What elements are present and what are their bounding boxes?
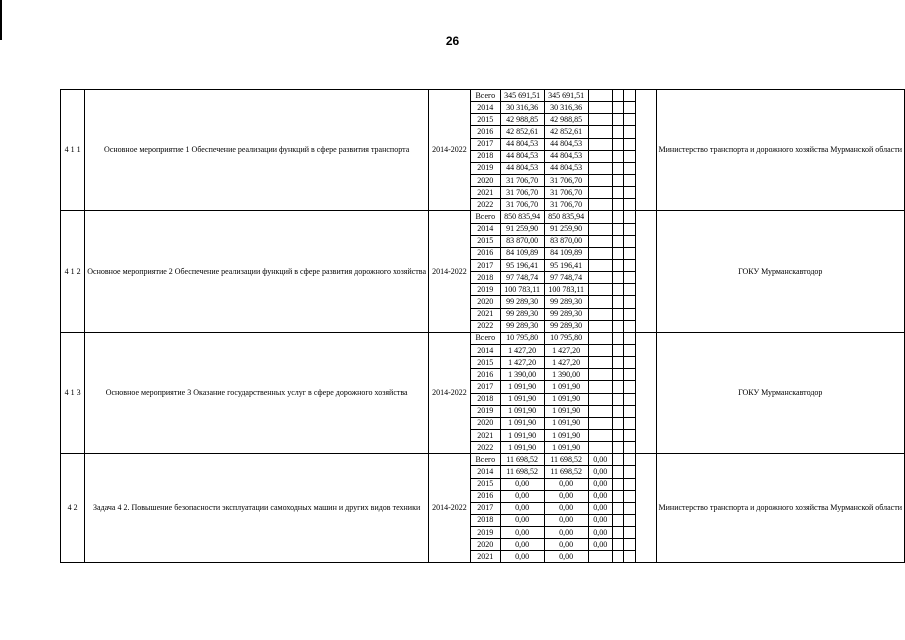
year-cell: 2015 [470,235,500,247]
year-cell: 2021 [470,308,500,320]
empty-cell [624,199,635,211]
amount-cell: 95 196,41 [500,259,544,271]
amount-cell [588,344,612,356]
amount-cell: 30 316,36 [500,102,544,114]
section-code: 4 1 3 [61,332,85,453]
amount-cell: 99 289,30 [544,296,588,308]
amount-cell [588,187,612,199]
empty-cell [624,344,635,356]
table-row [61,454,905,466]
amount-cell [588,381,612,393]
empty-cell [624,405,635,417]
year-cell: 2015 [470,478,500,490]
empty-cell [612,90,624,102]
amount-cell: 1 091,90 [544,429,588,441]
empty-cell [612,490,624,502]
year-cell: 2019 [470,162,500,174]
amount-cell: 0,00 [500,514,544,526]
empty-cell [624,247,635,259]
empty-cell [624,514,635,526]
year-cell: 2020 [470,296,500,308]
empty-cell [612,393,624,405]
empty-cell [612,150,624,162]
empty-cell [612,369,624,381]
amount-cell [588,357,612,369]
amount-cell: 100 783,11 [544,284,588,296]
amount-cell [588,296,612,308]
empty-cell [624,551,635,563]
amount-cell [588,369,612,381]
year-cell: 2018 [470,272,500,284]
amount-cell: 1 091,90 [544,393,588,405]
amount-cell: 10 795,80 [500,332,544,344]
amount-cell: 345 691,51 [500,90,544,102]
empty-cell [624,308,635,320]
empty-cell [612,102,624,114]
amount-cell: 1 427,20 [544,344,588,356]
amount-cell [588,332,612,344]
empty-cell [624,381,635,393]
amount-cell: 42 852,61 [544,126,588,138]
empty-cell [612,126,624,138]
amount-cell [588,405,612,417]
empty-cell [612,162,624,174]
empty-cell [624,259,635,271]
amount-cell: 1 091,90 [544,417,588,429]
amount-cell: 99 289,30 [544,320,588,332]
amount-cell: 1 091,90 [500,405,544,417]
amount-cell: 0,00 [544,514,588,526]
amount-cell: 0,00 [544,539,588,551]
amount-cell: 0,00 [500,502,544,514]
amount-cell: 99 289,30 [544,308,588,320]
amount-cell: 44 804,53 [500,138,544,150]
empty-cell [624,478,635,490]
empty-cell [612,308,624,320]
year-cell: 2016 [470,490,500,502]
year-cell: 2014 [470,466,500,478]
empty-cell [624,527,635,539]
year-cell: 2018 [470,514,500,526]
amount-cell: 0,00 [544,490,588,502]
year-cell: 2017 [470,381,500,393]
blank-column-cell [635,90,656,211]
amount-cell: 31 706,70 [500,187,544,199]
empty-cell [612,381,624,393]
empty-cell [612,296,624,308]
amount-cell: 0,00 [588,539,612,551]
year-cell: 2016 [470,247,500,259]
empty-cell [612,223,624,235]
amount-cell: 44 804,53 [500,162,544,174]
amount-cell: 44 804,53 [544,150,588,162]
amount-cell: 0,00 [500,539,544,551]
amount-cell [588,174,612,186]
amount-cell: 83 870,00 [544,235,588,247]
amount-cell: 1 427,20 [500,357,544,369]
section-period: 2014-2022 [429,90,471,211]
amount-cell: 31 706,70 [500,199,544,211]
amount-cell [588,417,612,429]
amount-cell: 0,00 [500,527,544,539]
amount-cell [588,162,612,174]
amount-cell: 11 698,52 [544,466,588,478]
empty-cell [624,417,635,429]
blank-column-cell [635,211,656,332]
amount-cell: 850 835,94 [544,211,588,223]
year-cell: 2022 [470,199,500,211]
amount-cell [588,284,612,296]
amount-cell: 1 091,90 [544,381,588,393]
empty-cell [612,514,624,526]
empty-cell [624,187,635,199]
amount-cell: 1 390,00 [544,369,588,381]
empty-cell [612,272,624,284]
section-name: Задача 4 2. Повышение безопасности эксплуатации самоходных машин и других видов техники [85,454,429,563]
year-cell: 2022 [470,442,500,454]
amount-cell: 1 427,20 [500,344,544,356]
amount-cell [588,223,612,235]
amount-cell: 0,00 [588,514,612,526]
table-row [61,90,905,102]
empty-cell [612,357,624,369]
amount-cell: 1 091,90 [544,442,588,454]
empty-cell [612,235,624,247]
amount-cell [588,138,612,150]
amount-cell: 1 390,00 [500,369,544,381]
amount-cell: 44 804,53 [544,162,588,174]
amount-cell: 0,00 [500,551,544,563]
empty-cell [624,502,635,514]
empty-cell [612,344,624,356]
amount-cell: 42 988,85 [500,114,544,126]
table-row [61,332,905,344]
section-code: 4 1 2 [61,211,85,332]
year-cell: 2016 [470,369,500,381]
empty-cell [624,442,635,454]
empty-cell [624,272,635,284]
amount-cell: 97 748,74 [544,272,588,284]
budget-table [60,89,905,563]
amount-cell [588,114,612,126]
empty-cell [624,369,635,381]
amount-cell: 42 988,85 [544,114,588,126]
empty-cell [624,393,635,405]
amount-cell: 0,00 [588,490,612,502]
amount-cell: 83 870,00 [500,235,544,247]
year-cell: 2014 [470,102,500,114]
page-number: 26 [445,34,460,48]
section-name: Основное мероприятие 3 Оказание государственных услуг в сфере дорожного хозяйства [85,332,429,453]
year-cell: 2018 [470,393,500,405]
empty-cell [612,466,624,478]
amount-cell: 99 289,30 [500,308,544,320]
amount-cell: 11 698,52 [500,454,544,466]
empty-cell [624,296,635,308]
year-cell: 2020 [470,174,500,186]
year-cell: 2019 [470,284,500,296]
amount-cell: 1 427,20 [544,357,588,369]
empty-cell [612,320,624,332]
year-cell: 2015 [470,357,500,369]
amount-cell: 1 091,90 [500,429,544,441]
amount-cell: 31 706,70 [544,174,588,186]
year-cell: Всего [470,90,500,102]
amount-cell: 100 783,11 [500,284,544,296]
amount-cell: 10 795,80 [544,332,588,344]
amount-cell [588,442,612,454]
amount-cell [588,259,612,271]
amount-cell: 84 109,89 [500,247,544,259]
empty-cell [612,539,624,551]
amount-cell: 31 706,70 [500,174,544,186]
year-cell: 2017 [470,502,500,514]
amount-cell: 91 259,90 [544,223,588,235]
empty-cell [612,259,624,271]
empty-cell [624,235,635,247]
empty-cell [612,478,624,490]
amount-cell: 31 706,70 [544,199,588,211]
empty-cell [624,284,635,296]
empty-cell [624,454,635,466]
year-cell: 2020 [470,417,500,429]
section-executor: Министерство транспорта и дорожного хозяйства Мурманской области [656,454,905,563]
amount-cell [588,272,612,284]
amount-cell: 95 196,41 [544,259,588,271]
table-row [61,211,905,223]
amount-cell: 31 706,70 [544,187,588,199]
amount-cell: 850 835,94 [500,211,544,223]
amount-cell: 0,00 [544,551,588,563]
empty-cell [624,211,635,223]
blank-column-cell [635,454,656,563]
amount-cell [588,235,612,247]
empty-cell [612,417,624,429]
section-name: Основное мероприятие 1 Обеспечение реализации функций в сфере развития транспорта [85,90,429,211]
amount-cell [588,126,612,138]
year-cell: 2022 [470,320,500,332]
amount-cell: 99 289,30 [500,296,544,308]
amount-cell [588,308,612,320]
empty-cell [612,502,624,514]
empty-cell [612,405,624,417]
year-cell: 2019 [470,527,500,539]
section-period: 2014-2022 [429,454,471,563]
empty-cell [624,332,635,344]
year-cell: 2020 [470,539,500,551]
empty-cell [624,114,635,126]
section-code: 4 2 [61,454,85,563]
amount-cell: 0,00 [544,527,588,539]
amount-cell: 0,00 [588,527,612,539]
empty-cell [624,90,635,102]
empty-cell [624,466,635,478]
section-executor: ГОКУ Мурманскавтодор [656,211,905,332]
section-name: Основное мероприятие 2 Обеспечение реализации функций в сфере развития дорожного хозяйства [85,211,429,332]
empty-cell [612,442,624,454]
empty-cell [612,211,624,223]
year-cell: 2021 [470,429,500,441]
amount-cell: 1 091,90 [500,381,544,393]
year-cell: 2014 [470,223,500,235]
year-cell: 2015 [470,114,500,126]
amount-cell: 44 804,53 [544,138,588,150]
empty-cell [624,539,635,551]
empty-cell [612,199,624,211]
amount-cell [588,90,612,102]
empty-cell [624,138,635,150]
empty-cell [612,454,624,466]
empty-cell [624,126,635,138]
empty-cell [612,429,624,441]
amount-cell: 0,00 [588,466,612,478]
amount-cell: 30 316,36 [544,102,588,114]
year-cell: 2016 [470,126,500,138]
amount-cell [588,247,612,259]
amount-cell: 0,00 [544,502,588,514]
amount-cell: 84 109,89 [544,247,588,259]
year-cell: 2019 [470,405,500,417]
amount-cell: 1 091,90 [500,442,544,454]
empty-cell [624,357,635,369]
empty-cell [624,223,635,235]
empty-cell [612,332,624,344]
blank-column-cell [635,332,656,453]
amount-cell [588,199,612,211]
amount-cell [588,393,612,405]
empty-cell [624,162,635,174]
amount-cell: 1 091,90 [500,417,544,429]
empty-cell [612,174,624,186]
section-code: 4 1 1 [61,90,85,211]
year-cell: 2021 [470,187,500,199]
amount-cell: 0,00 [588,502,612,514]
empty-cell [612,284,624,296]
amount-cell: 0,00 [500,478,544,490]
amount-cell: 99 289,30 [500,320,544,332]
year-cell: Всего [470,211,500,223]
amount-cell: 1 091,90 [544,405,588,417]
year-cell: 2021 [470,551,500,563]
amount-cell [588,102,612,114]
empty-cell [624,429,635,441]
section-period: 2014-2022 [429,332,471,453]
amount-cell: 1 091,90 [500,393,544,405]
amount-cell: 0,00 [544,478,588,490]
empty-cell [624,490,635,502]
amount-cell [588,320,612,332]
amount-cell [588,551,612,563]
amount-cell: 0,00 [500,490,544,502]
empty-cell [612,138,624,150]
section-executor: ГОКУ Мурманскавтодор [656,332,905,453]
amount-cell: 11 698,52 [544,454,588,466]
amount-cell: 345 691,51 [544,90,588,102]
empty-cell [612,527,624,539]
section-period: 2014-2022 [429,211,471,332]
empty-cell [612,247,624,259]
empty-cell [624,320,635,332]
year-cell: 2014 [470,344,500,356]
empty-cell [624,174,635,186]
amount-cell: 0,00 [588,454,612,466]
amount-cell: 11 698,52 [500,466,544,478]
year-cell: 2017 [470,138,500,150]
empty-cell [624,102,635,114]
year-cell: Всего [470,332,500,344]
amount-cell [588,211,612,223]
year-cell: 2017 [470,259,500,271]
year-cell: Всего [470,454,500,466]
empty-cell [612,551,624,563]
year-cell: 2018 [470,150,500,162]
empty-cell [612,187,624,199]
amount-cell: 44 804,53 [500,150,544,162]
empty-cell [624,150,635,162]
amount-cell: 0,00 [588,478,612,490]
amount-cell [588,429,612,441]
amount-cell: 97 748,74 [500,272,544,284]
section-executor: Министерство транспорта и дорожного хозяйства Мурманской области [656,90,905,211]
empty-cell [612,114,624,126]
amount-cell: 91 259,90 [500,223,544,235]
amount-cell: 42 852,61 [500,126,544,138]
amount-cell [588,150,612,162]
